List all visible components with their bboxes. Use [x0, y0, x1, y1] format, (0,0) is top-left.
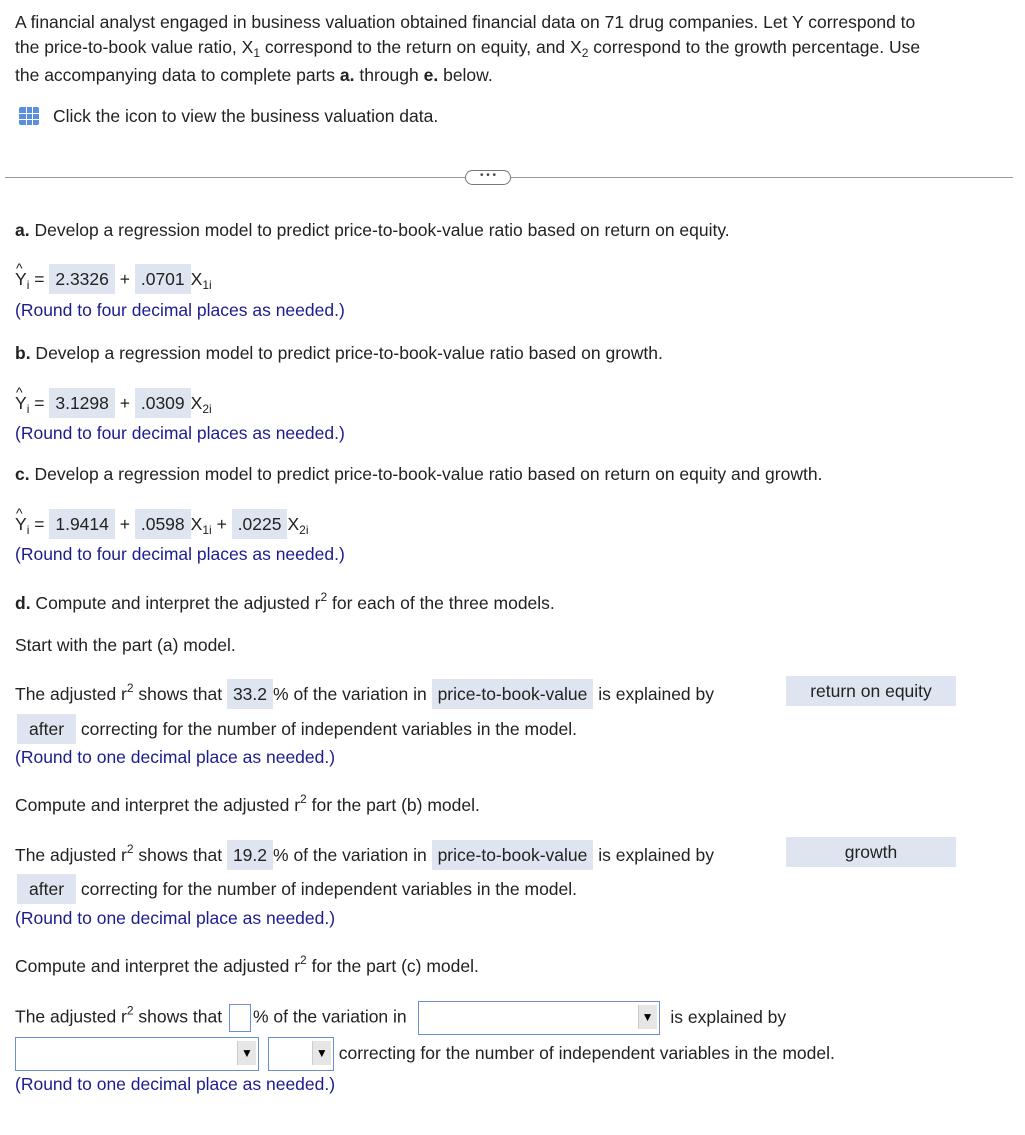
answer-b1[interactable]: .0598	[135, 509, 191, 539]
answer-b0[interactable]: 2.3326	[49, 264, 115, 294]
part-d-start: Start with the part (a) model.	[15, 635, 236, 655]
variable-answer[interactable]: price-to-book-value	[432, 840, 594, 870]
part-b-prompt: b. Develop a regression model to predict price-to-book-value ratio based on growth.	[15, 343, 663, 363]
answer-b1[interactable]: .0701	[135, 264, 191, 294]
variable-dropdown[interactable]	[418, 1001, 660, 1035]
variable-answer[interactable]: price-to-book-value	[432, 679, 594, 709]
pct-answer[interactable]: 33.2	[227, 679, 273, 709]
predictor-answer[interactable]: growth	[786, 837, 956, 867]
part-c-prompt: c. Develop a regression model to predict price-to-book-value ratio based on return on equity and growth.	[15, 464, 823, 484]
answer-b0[interactable]: 1.9414	[49, 509, 115, 539]
intro-line-2: the price-to-book value ratio, $X_1$ correspond to the return on equity, and $X_2$ correspond to the growth percentage. Use	[15, 37, 921, 60]
model-b-sentence-2: after correcting for the number of independent variables in the model.	[17, 874, 577, 904]
when-answer[interactable]: after	[17, 874, 76, 904]
model-c-sentence: The adjusted $r^2$ shows that % of the variation in ▼ is explained by	[15, 1001, 786, 1035]
answer-b2[interactable]: .0309	[135, 388, 191, 418]
model-c-sentence-2: ▼ ▼ correcting for the number of independent variables in the model.	[15, 1036, 835, 1071]
model-b-note: (Round to one decimal place as needed.)	[15, 908, 336, 928]
intro-line-1: A financial analyst engaged in business valuation obtained financial data on 71 drug companies. Let Y correspond to	[15, 12, 916, 32]
data-link[interactable]: Click the icon to view the business valuation data.	[19, 105, 438, 127]
part-b-note: (Round to four decimal places as needed.)	[15, 423, 345, 443]
part-d-prompt: d. Compute and interpret the adjusted $r^2$ for each of the three models.	[15, 590, 555, 613]
answer-b0[interactable]: 3.1298	[49, 388, 115, 418]
pct-answer[interactable]: 19.2	[227, 840, 273, 870]
predictor-dropdown[interactable]	[15, 1037, 259, 1071]
predictor-answer[interactable]: return on equity	[786, 676, 956, 706]
dropdown-arrow-icon[interactable]: ▼	[312, 1041, 331, 1065]
dropdown-arrow-icon[interactable]: ▼	[638, 1005, 657, 1029]
part-c-note: (Round to four decimal places as needed.)	[15, 544, 345, 564]
compute-b: Compute and interpret the adjusted $r^2$ for the part (b) model.	[15, 792, 480, 815]
answer-b2[interactable]: .0225	[232, 509, 288, 539]
part-c-equation: ^ $Y_i = 1.9414 + .0598$ $X_{1i} + .0225$ $X_{2i}$	[15, 509, 309, 541]
table-icon[interactable]	[19, 107, 39, 125]
part-a-note: (Round to four decimal places as needed.)	[15, 300, 345, 320]
intro-line-3: the accompanying data to complete parts a. through e. below.	[15, 65, 493, 85]
when-answer[interactable]: after	[17, 714, 76, 744]
when-dropdown[interactable]	[268, 1037, 334, 1071]
dropdown-arrow-icon[interactable]: ▼	[237, 1041, 256, 1065]
compute-c: Compute and interpret the adjusted $r^2$ for the part (c) model.	[15, 953, 479, 976]
part-a-prompt: a. Develop a regression model to predict price-to-book-value ratio based on return on equity.	[15, 220, 730, 240]
model-c-note: (Round to one decimal place as needed.)	[15, 1074, 336, 1094]
expand-button[interactable]: • • •	[465, 170, 511, 185]
model-b-sentence: The adjusted $r^2$ shows that 19.2 % of the variation in price-to-book-value is explained by	[15, 840, 714, 870]
model-a-sentence: The adjusted $r^2$ shows that 33.2 % of the variation in price-to-book-value is explained by	[15, 679, 714, 709]
model-a-note: (Round to one decimal place as needed.)	[15, 747, 336, 767]
part-b-equation: ^ $Y_i = 3.1298 + .0309$ $X_{2i}$	[15, 388, 212, 420]
part-a-equation: ^ $Y_i = 2.3326 + .0701$ $X_{1i}$	[15, 264, 212, 296]
model-a-sentence-2: after correcting for the number of independent variables in the model.	[17, 714, 577, 744]
pct-input[interactable]	[229, 1004, 251, 1032]
